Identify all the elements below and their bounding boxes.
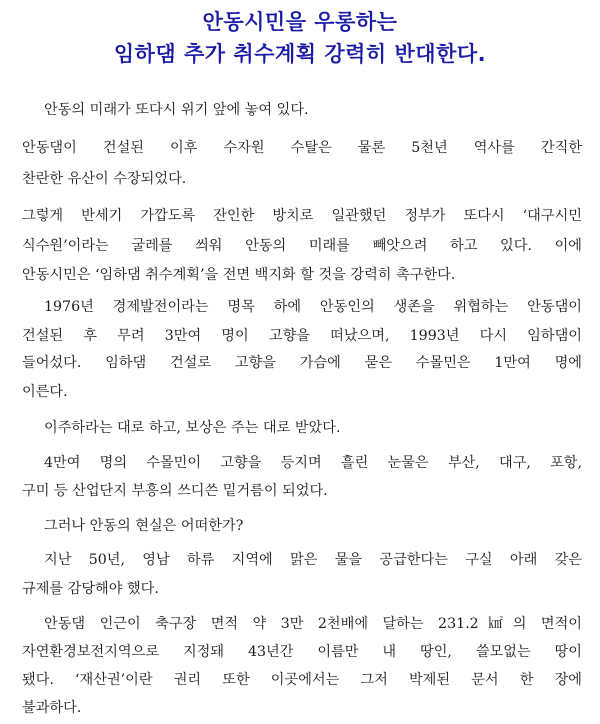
body-line: 규제를 감당해야 했다. (22, 581, 159, 597)
body-line: 4만여 명의 수몰민이 고향을 등지며 흘린 눈물은 부산, 대구, 포항, (44, 455, 582, 471)
body-line: 됐다. ‘재산권’이란 권리 또한 이곳에서는 그저 박제된 문서 한 장에 (22, 672, 582, 688)
body-line: 건설된 후 무려 3만여 명이 고향을 떠났으며, 1993년 다시 임하댐이 (22, 328, 582, 344)
body-line: 그렇게 반세기 가깝도록 잔인한 방치로 일관했던 정부가 또다시 ‘대구시민 (22, 208, 582, 224)
body-line: 들어섰다. 임하댐 건설로 고향을 가슴에 묻은 수몰민은 1만여 명에 (22, 355, 582, 371)
title-line-1: 안동시민을 우롱하는 (202, 10, 398, 34)
body-line: 안동댐이 건설된 이후 수자원 수탈은 물론 5천년 역사를 간직한 (22, 140, 582, 156)
body-line: 안동의 미래가 또다시 위기 앞에 놓여 있다. (44, 102, 309, 118)
body-line: 구미 등 산업단지 부흥의 쓰디쓴 밑거름이 되었다. (22, 483, 328, 499)
body-line: 불과하다. (22, 700, 82, 716)
body-line: 식수원’이라는 굴레를 씌워 안동의 미래를 빼앗으려 하고 있다. 이에 (22, 238, 582, 254)
body-line: 안동댐 인근이 축구장 면적 약 3만 2천배에 달하는 231.2㎢의 면적이 (44, 616, 582, 632)
title-line-2: 임하댐 추가 취수계획 강력히 반대한다. (113, 42, 487, 66)
body-line: 찬란한 유산이 수장되었다. (22, 171, 187, 187)
body-line: 이주하라는 대로 하고, 보상은 주는 대로 받았다. (44, 420, 341, 436)
body-line: 1976년 경제발전이라는 명목 하에 안동인의 생존을 위협하는 안동댐이 (44, 299, 582, 315)
body-line: 자연환경보전지역으로 지정돼 43년간 이름만 내 땅인, 쓸모없는 땅이 (22, 644, 582, 660)
body-line: 이른다. (22, 384, 68, 400)
body-line: 지난 50년, 영남 하류 지역에 맑은 물을 공급한다는 구실 아래 갖은 (44, 552, 582, 568)
body-line: 안동시민은 ‘임하댐 취수계획’을 전면 백지화 할 것을 강력히 촉구한다. (22, 267, 456, 283)
body-line: 그러나 안동의 현실은 어떠한가? (44, 518, 244, 534)
